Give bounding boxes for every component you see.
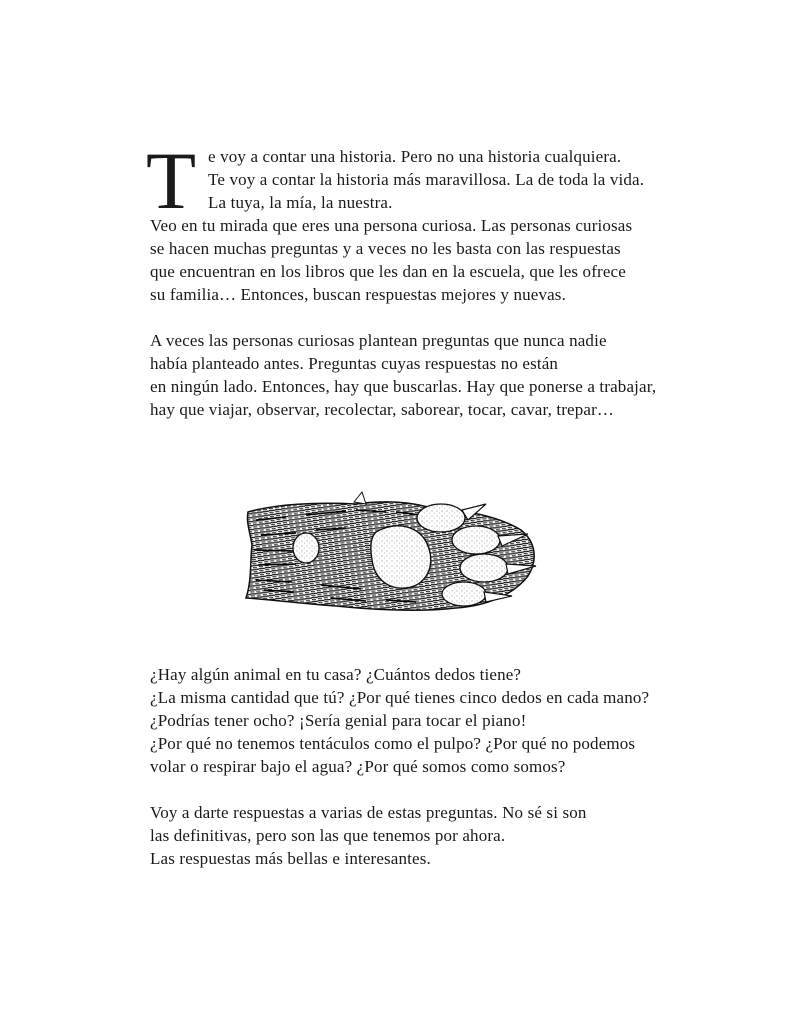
paragraph-line: en ningún lado. Entonces, hay que buscarlas. Hay que ponerse a trabajar, bbox=[150, 377, 657, 396]
paw-pad-main bbox=[371, 526, 431, 588]
paragraph-line: las definitivas, pero son las que tenemos por ahora. bbox=[150, 826, 506, 845]
paragraph-line: que encuentran en los libros que les dan en la escuela, que les ofrece bbox=[150, 262, 626, 281]
paragraph-line: ¿Podrías tener ocho? ¡Sería genial para tocar el piano! bbox=[150, 711, 527, 730]
paw-toe-pad bbox=[442, 582, 486, 606]
paw-toe-pad bbox=[460, 554, 508, 582]
drop-cap: T bbox=[146, 135, 197, 226]
paragraph-line: volar o respirar bajo el agua? ¿Por qué somos como somos? bbox=[150, 757, 566, 776]
paragraph-line: ¿Por qué no tenemos tentáculos como el pulpo? ¿Por qué no podemos bbox=[150, 734, 636, 753]
paragraph-line: ¿La misma cantidad que tú? ¿Por qué tienes cinco dedos en cada mano? bbox=[150, 688, 650, 707]
animal-paw-illustration bbox=[236, 490, 556, 615]
paragraph-line: su familia… Entonces, buscan respuestas mejores y nuevas. bbox=[150, 285, 566, 304]
paragraph-line: Las respuestas más bellas e interesantes. bbox=[150, 849, 431, 868]
paw-dewclaw bbox=[354, 492, 366, 504]
intro-line: La tuya, la mía, la nuestra. bbox=[208, 193, 393, 212]
paw-toe-pad bbox=[417, 504, 465, 532]
paragraph-line: Veo en tu mirada que eres una persona curiosa. Las personas curiosas bbox=[150, 216, 633, 235]
paragraph-line: hay que viajar, observar, recolectar, saborear, tocar, cavar, trepar… bbox=[150, 400, 615, 419]
paragraph-line: había planteado antes. Preguntas cuyas respuestas no están bbox=[150, 354, 559, 373]
intro-line: e voy a contar una historia. Pero no una historia cualquiera. bbox=[208, 147, 622, 166]
paragraph-line: se hacen muchas preguntas y a veces no les basta con las respuestas bbox=[150, 239, 621, 258]
paragraph-line: A veces las personas curiosas plantean preguntas que nunca nadie bbox=[150, 331, 607, 350]
paw-toe-pad bbox=[452, 526, 500, 554]
paw-pad-small bbox=[293, 533, 319, 563]
paragraph-line: ¿Hay algún animal en tu casa? ¿Cuántos dedos tiene? bbox=[150, 665, 522, 684]
paragraph-line: Voy a darte respuestas a varias de estas preguntas. No sé si son bbox=[150, 803, 587, 822]
intro-line: Te voy a contar la historia más maravillosa. La de toda la vida. bbox=[208, 170, 645, 189]
